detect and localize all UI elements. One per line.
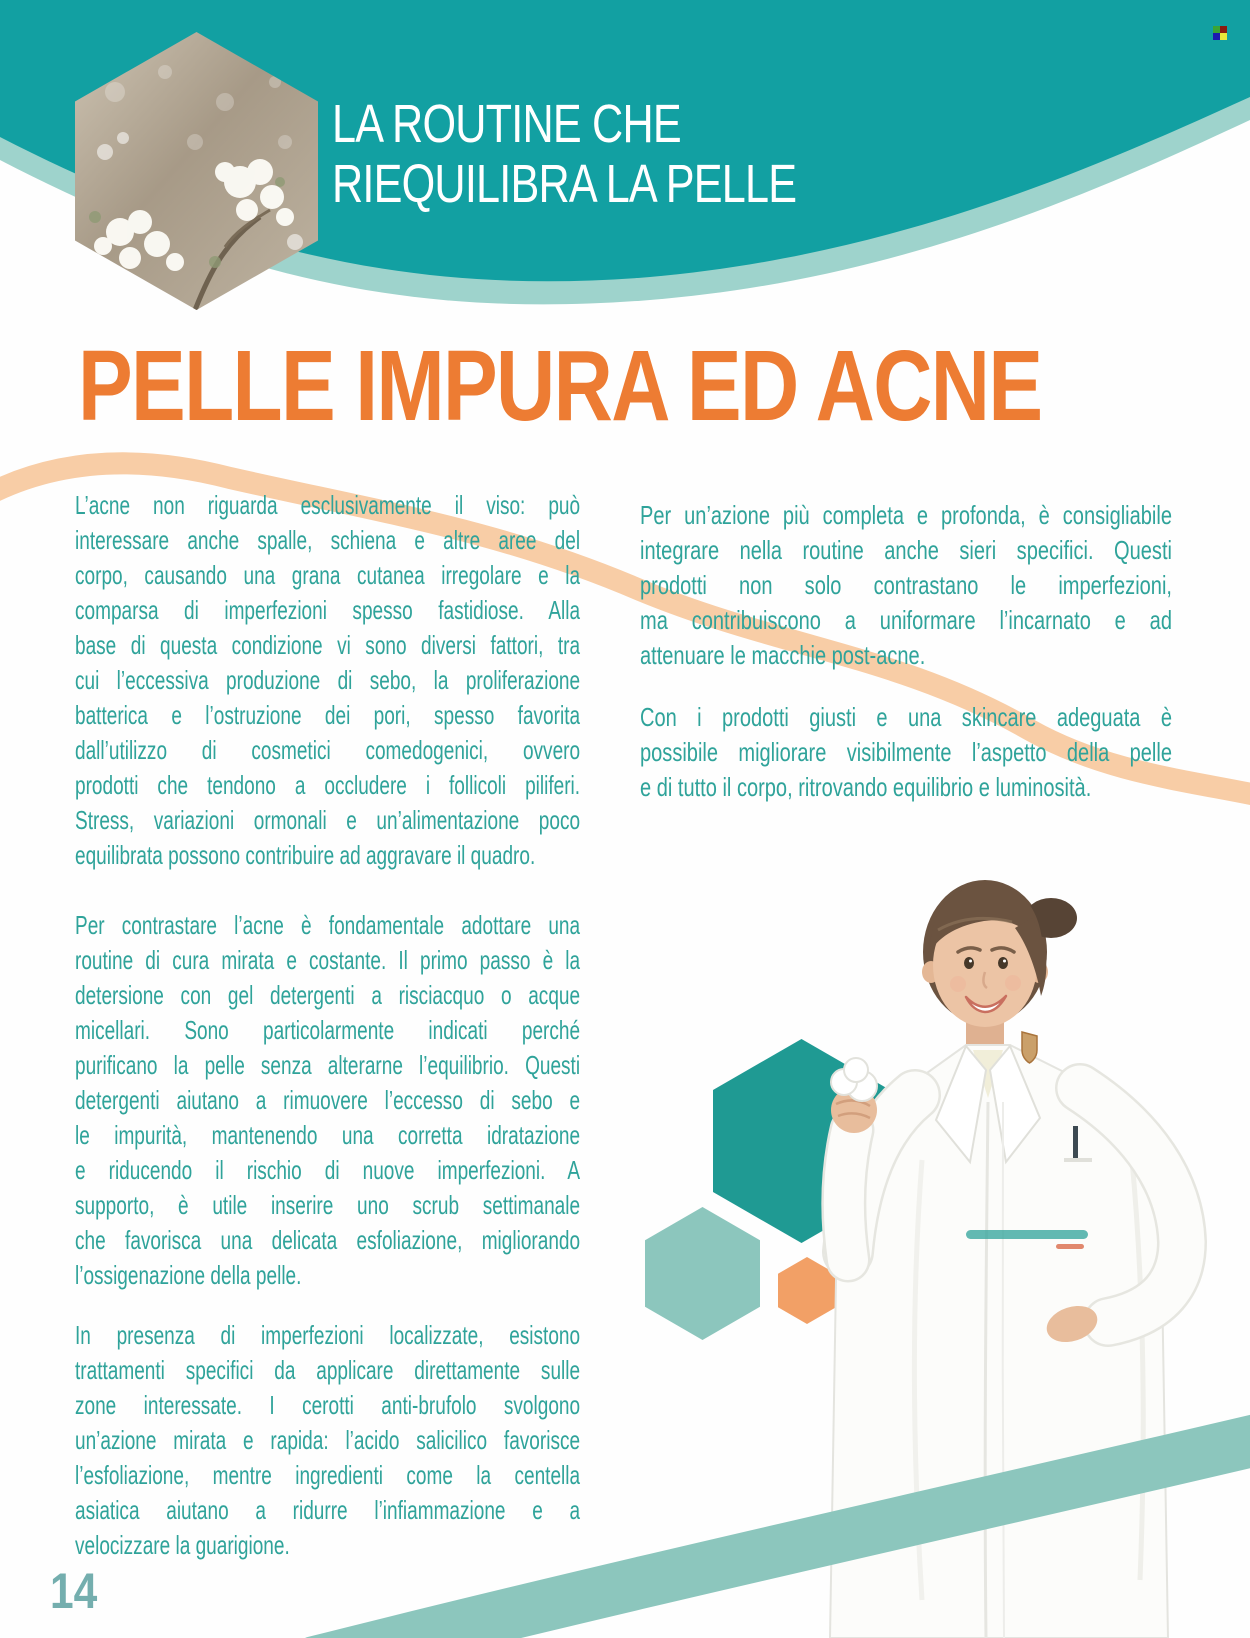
text-line: comparsa di imperfezioni spesso fastidiose. Alla <box>75 595 581 625</box>
text-line: supporto, è utile inserire uno scrub settimanale <box>75 1190 581 1220</box>
paragraph <box>640 498 1172 673</box>
text-line: asiatica aiutano a ridurre l’infiammazione e a <box>75 1495 581 1525</box>
page-title: PELLE IMPURA ED ACNE <box>78 330 1042 442</box>
text-line: l’esfoliazione, mentre ingredienti come la centella <box>75 1460 581 1490</box>
text-line: detersione con gel detergenti a risciacquo o acque <box>75 980 581 1010</box>
text-line: un’azione mirata e rapida: l’acido salicilico favorisce <box>75 1425 581 1455</box>
text-line: Per contrastare l’acne è fondamentale adottare una <box>75 910 581 940</box>
text-line: interessare anche spalle, schiena e altre aree del <box>75 525 581 555</box>
text-line: cui l’eccessiva produzione di sebo, la proliferazione <box>75 665 581 695</box>
band-title-line1: LA ROUTINE CHE <box>332 94 681 154</box>
text-line: integrare nella routine anche sieri specifici. Questi <box>640 535 1172 565</box>
text-line: che favorisca una delicata esfoliazione, migliorando <box>75 1225 581 1255</box>
regmark-green <box>1213 26 1220 33</box>
regmark-blue <box>1213 33 1220 40</box>
text-line: Per un’azione più completa e profonda, è consigliabile <box>640 500 1172 530</box>
regmark-yellow <box>1220 33 1227 40</box>
text-line: dall’utilizzo di cosmetici comedogenici, ovvero <box>75 735 581 765</box>
text-line: micellari. Sono particolarmente indicati perché <box>75 1015 581 1045</box>
text-line: attenuare le macchie post-acne. <box>640 640 926 670</box>
text-line: equilibrata possono contribuire ad aggravare il quadro. <box>75 840 536 870</box>
text-line: e riducendo il rischio di nuove imperfezioni. A <box>75 1155 581 1185</box>
text-line: velocizzare la guarigione. <box>75 1530 290 1560</box>
bottom-curve-decoration <box>0 1380 1250 1638</box>
text-line: zone interessate. I cerotti anti-brufolo svolgono <box>75 1390 581 1420</box>
text-line: l’ossigenazione della pelle. <box>75 1260 302 1290</box>
text-line: routine di cura mirata e costante. Il primo passo è la <box>75 945 581 975</box>
text-line: detergenti aiutano a rimuovere l’eccesso di sebo e <box>75 1085 581 1115</box>
text-line: corpo, causando una grana cutanea irregolare e la <box>75 560 581 590</box>
text-line: purificano la pelle senza alterarne l’equilibrio. Questi <box>75 1050 581 1080</box>
text-line: e di tutto il corpo, ritrovando equilibrio e luminosità. <box>640 772 1092 802</box>
text-line: possibile migliorare visibilmente l’aspetto della pelle <box>640 737 1172 767</box>
text-line: prodotti non solo contrastano le imperfezioni, <box>640 570 1172 600</box>
paragraph <box>640 700 1172 805</box>
text-line: prodotti che tendono a occludere i follicoli piliferi. <box>75 770 581 800</box>
text-line: ma contribuiscono a uniformare l’incarnato e ad <box>640 605 1172 635</box>
paragraph <box>75 908 580 1293</box>
text-line: Con i prodotti giusti e una skincare adeguata è <box>640 702 1172 732</box>
text-line: batterica e l’ostruzione dei pori, spesso favorita <box>75 700 581 730</box>
paragraph <box>75 488 580 873</box>
text-line: L’acne non riguarda esclusivamente il viso: può <box>75 490 581 520</box>
text-line: In presenza di imperfezioni localizzate, esistono <box>75 1320 581 1350</box>
text-line: base di questa condizione vi sono diversi fattori, tra <box>75 630 581 660</box>
text-line: le impurità, mantenendo una corretta idratazione <box>75 1120 581 1150</box>
regmark-red <box>1220 26 1227 33</box>
band-title-line2: RIEQUILIBRA LA PELLE <box>332 154 797 214</box>
registration-mark-icon <box>1213 26 1227 40</box>
page-number: 14 <box>50 1563 98 1619</box>
text-line: Stress, variazioni ormonali e un’alimentazione poco <box>75 805 581 835</box>
text-line: trattamenti specifici da applicare direttamente sulle <box>75 1355 581 1385</box>
